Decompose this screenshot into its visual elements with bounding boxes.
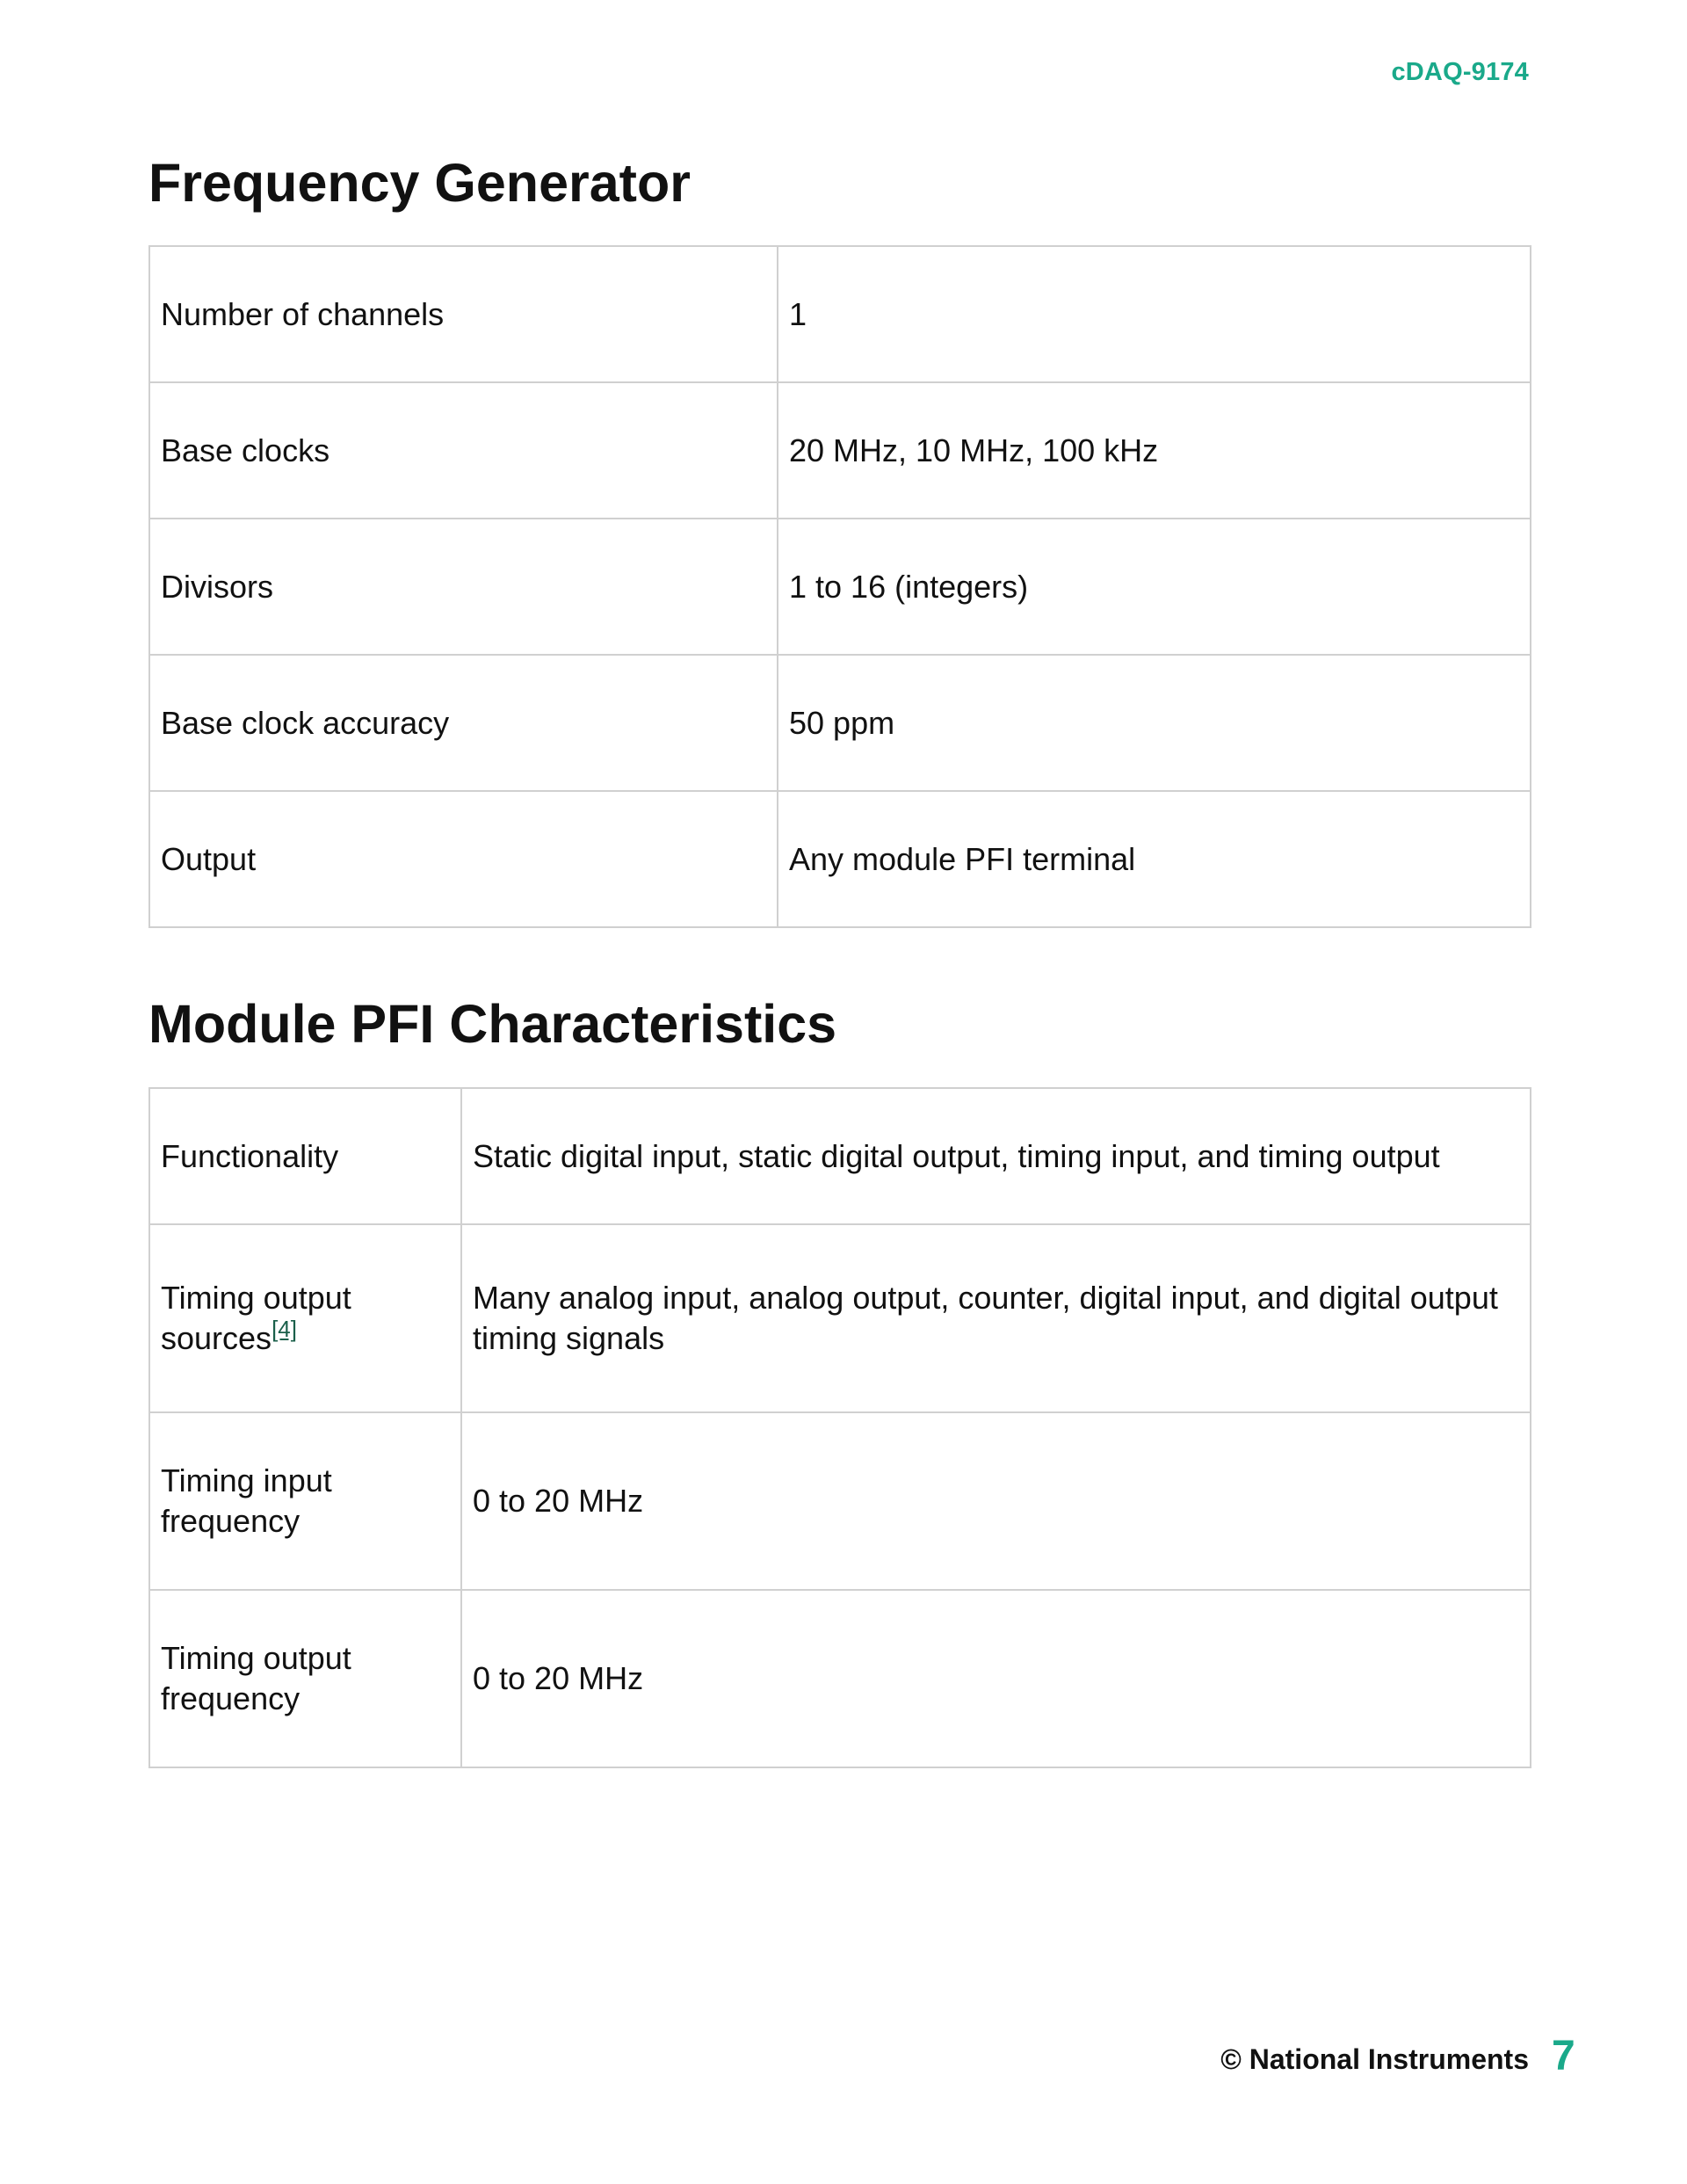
- spec-value: 0 to 20 MHz: [461, 1412, 1531, 1590]
- spec-label: Functionality: [149, 1088, 461, 1224]
- spec-label: Timing input frequency: [149, 1412, 461, 1590]
- table-row: [149, 519, 1531, 655]
- spec-value: 0 to 20 MHz: [461, 1590, 1531, 1767]
- table-row: [149, 1088, 1531, 1224]
- spec-value: 50 ppm: [778, 655, 1531, 791]
- table-row: [149, 382, 1531, 519]
- section-title-module-pfi: Module PFI Characteristics: [148, 994, 837, 1054]
- spec-label-with-footnote: [149, 1224, 461, 1412]
- table-row: [149, 1590, 1531, 1767]
- spec-value: Static digital input, static digital output, timing input, and timing output: [461, 1088, 1531, 1224]
- section-title-frequency-generator: Frequency Generator: [148, 153, 691, 213]
- spec-label: Timing output frequency: [149, 1590, 461, 1767]
- spec-value: 20 MHz, 10 MHz, 100 kHz: [778, 382, 1531, 519]
- footnote-link[interactable]: [4]: [272, 1316, 297, 1342]
- spec-label: Timing output sources: [161, 1280, 351, 1356]
- document-product-header: cDAQ-9174: [1391, 58, 1529, 86]
- spec-label: Number of channels: [149, 246, 778, 382]
- table-row: [149, 1412, 1531, 1590]
- copyright-footer: © National Instruments: [1220, 2043, 1529, 2075]
- spec-label: Base clocks: [149, 382, 778, 519]
- table-row: [149, 791, 1531, 927]
- spec-value: 1: [778, 246, 1531, 382]
- spec-value: 1 to 16 (integers): [778, 519, 1531, 655]
- spec-label: Base clock accuracy: [149, 655, 778, 791]
- table-row: [149, 246, 1531, 382]
- spec-value: Any module PFI terminal: [778, 791, 1531, 927]
- page-number: 7: [1552, 2033, 1575, 2079]
- module-pfi-table: [148, 1087, 1531, 1768]
- spec-label: Divisors: [149, 519, 778, 655]
- frequency-generator-table: [148, 245, 1531, 928]
- table-row: [149, 655, 1531, 791]
- spec-value: Many analog input, analog output, counter, digital input, and digital output timing signals: [461, 1224, 1531, 1412]
- spec-label: Output: [149, 791, 778, 927]
- table-row: [149, 1224, 1531, 1412]
